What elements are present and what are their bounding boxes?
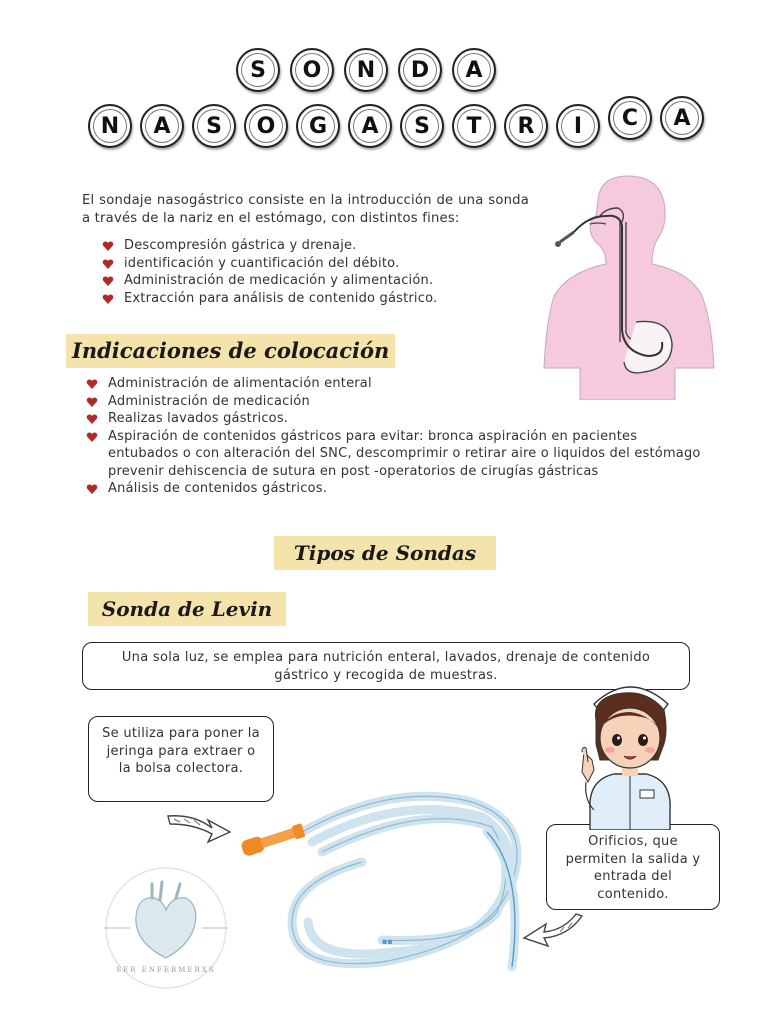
levin-heading: Sonda de Levin: [88, 592, 286, 626]
title-letter: N: [88, 104, 132, 148]
svg-text:▪▪: ▪▪: [382, 937, 393, 946]
title-letter: A: [660, 96, 704, 140]
title-letter: O: [290, 48, 334, 92]
levin-tube-illustration: [232, 772, 532, 972]
title-letter: S: [192, 104, 236, 148]
heart-bullet-icon: [86, 378, 98, 390]
title-letter: T: [452, 104, 496, 148]
title-letter: A: [452, 48, 496, 92]
title-letter: G: [296, 104, 340, 148]
heart-bullet-icon: [86, 431, 98, 443]
list-item: Descompresión gástrica y drenaje.: [102, 237, 542, 255]
list-item: Análisis de contenidos gástricos.: [86, 480, 712, 498]
tipos-heading: Tipos de Sondas: [274, 536, 496, 570]
nurse-illustration: [570, 670, 690, 830]
intro-paragraph: El sondaje nasogástrico consiste en la introducción de una sonda a través de la nariz en el estómago, con distintos fines:: [82, 193, 529, 226]
watermark-text: SER ENFERMERXS: [116, 966, 216, 974]
list-item: Administración de medicación y alimentación.: [102, 272, 542, 290]
heart-bullet-icon: [102, 258, 114, 270]
nasogastric-body-illustration: [540, 172, 716, 400]
list-item: Extracción para análisis de contenido gástrico.: [102, 290, 542, 308]
watermark-logo: [96, 866, 236, 990]
list-item: Realizas lavados gástricos.: [86, 410, 712, 428]
title-line-1: [236, 48, 496, 92]
title-letter: N: [344, 48, 388, 92]
list-item: Administración de medicación: [86, 393, 712, 411]
callout-connector: Se utiliza para poner la jeringa para extraer o la bolsa colectora.: [88, 716, 274, 802]
list-item: identificación y cuantificación del débito.: [102, 255, 542, 273]
heart-bullet-icon: [86, 483, 98, 495]
heart-bullet-icon: [102, 275, 114, 287]
title-letter: D: [398, 48, 442, 92]
title-letter: S: [236, 48, 280, 92]
heart-bullet-icon: [102, 293, 114, 305]
levin-description-box: Una sola luz, se emplea para nutrición enteral, lavados, drenaje de contenido gástrico y recogida de muestras.: [82, 642, 690, 690]
heart-bullet-icon: [86, 396, 98, 408]
title-letter: A: [348, 104, 392, 148]
indicaciones-heading: Indicaciones de colocación: [66, 334, 395, 368]
fines-list: [102, 237, 542, 307]
heart-bullet-icon: [102, 240, 114, 252]
title-letter: A: [140, 104, 184, 148]
title-letter: I: [556, 104, 600, 148]
title-letter: O: [244, 104, 288, 148]
list-item: Aspiración de contenidos gástricos para evitar: bronca aspiración en pacientes entubados o con alteración del SNC, descomprimir o retirar aire o liquidos del estómago prevenir dehiscencia de sutura en post -operatorios de cirugías gástricas: [86, 428, 712, 481]
callout-orifices: Orificios, que permiten la salida y entrada del contenido.: [546, 824, 720, 910]
title-line-2: [88, 104, 704, 148]
list-item: Administración de alimentación enteral: [86, 375, 712, 393]
title-letter: C: [608, 96, 652, 140]
arrow-right-icon: [164, 806, 236, 848]
indicaciones-list: [86, 375, 712, 498]
title-letter: R: [504, 104, 548, 148]
title-letter: S: [400, 104, 444, 148]
heart-bullet-icon: [86, 413, 98, 425]
